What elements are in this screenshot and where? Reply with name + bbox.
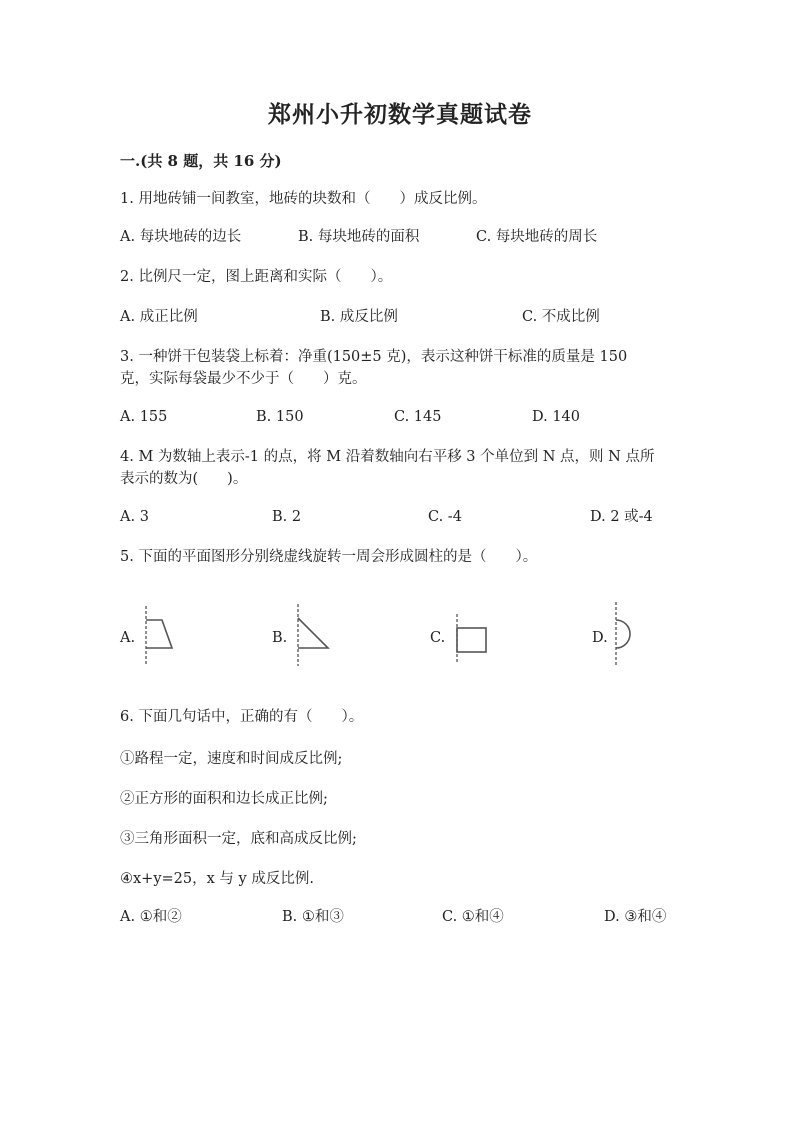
question-5-option-a: A. [120,630,136,646]
trapezoid-icon [140,604,180,668]
page-title: 郑州小升初数学真题试卷 [268,101,532,128]
question-4-stem-line1: 4. M 为数轴上表示-1 的点，将 M 沿着数轴向右平移 3 个单位到 N 点，则 N 点所 [120,449,655,465]
question-4-option-c: C. -4 [428,509,462,525]
question-6-statement-4: ④x+y=25，x 与 y 成反比例. [120,871,314,887]
question-2-option-c: C. 不成比例 [522,309,600,325]
question-1-option-b: B. 每块地砖的面积 [298,229,420,245]
question-1-option-a: A. 每块地砖的边长 [120,229,242,245]
question-4-option-d: D. 2 或-4 [590,509,653,525]
question-6-option-b: B. ①和③ [282,909,344,925]
question-3-option-c: C. 145 [394,409,442,425]
question-1-option-c: C. 每块地砖的周长 [476,229,598,245]
question-6-statement-3: ③三角形面积一定，底和高成反比例; [120,831,357,847]
question-3-option-d: D. 140 [532,409,581,425]
question-4-option-b: B. 2 [272,509,302,525]
question-2-option-a: A. 成正比例 [120,309,198,325]
question-6-statement-1: ①路程一定，速度和时间成反比例; [120,751,343,767]
question-6-statement-2: ②正方形的面积和边长成正比例; [120,791,328,807]
question-6-option-c: C. ①和④ [442,909,504,925]
question-6-option-d: D. ③和④ [604,909,667,925]
question-5-option-d: D. [592,630,608,646]
triangle-icon [292,602,332,668]
question-4-option-a: A. 3 [120,509,149,525]
question-2-stem: 2. 比例尺一定，图上距离和实际（ ）。 [120,269,393,285]
question-5-option-c: C. [430,630,446,646]
question-3-option-b: B. 150 [256,409,304,425]
question-3-option-a: A. 155 [120,409,168,425]
question-5-stem: 5. 下面的平面图形分别绕虚线旋转一周会形成圆柱的是（ ）。 [120,549,538,565]
rectangle-icon [452,612,492,664]
question-3-stem-line1: 3. 一种饼干包装袋上标着：净重(150±5 克)，表示这种饼干标准的质量是 150 [120,349,628,365]
question-3-stem-line2: 克，实际每袋最少不少于（ ）克。 [120,371,367,387]
semicircle-icon [610,600,640,668]
section-heading: 一.(共 8 题，共 16 分) [120,152,282,170]
question-1-stem: 1. 用地砖铺一间教室，地砖的块数和（ ）成反比例。 [120,191,487,207]
question-4-stem-line2: 表示的数为( )。 [120,471,248,487]
question-2-option-b: B. 成反比例 [320,309,398,325]
question-5-option-b: B. [272,630,288,646]
question-6-stem: 6. 下面几句话中，正确的有（ ）。 [120,709,364,725]
question-6-option-a: A. ①和② [120,909,182,925]
